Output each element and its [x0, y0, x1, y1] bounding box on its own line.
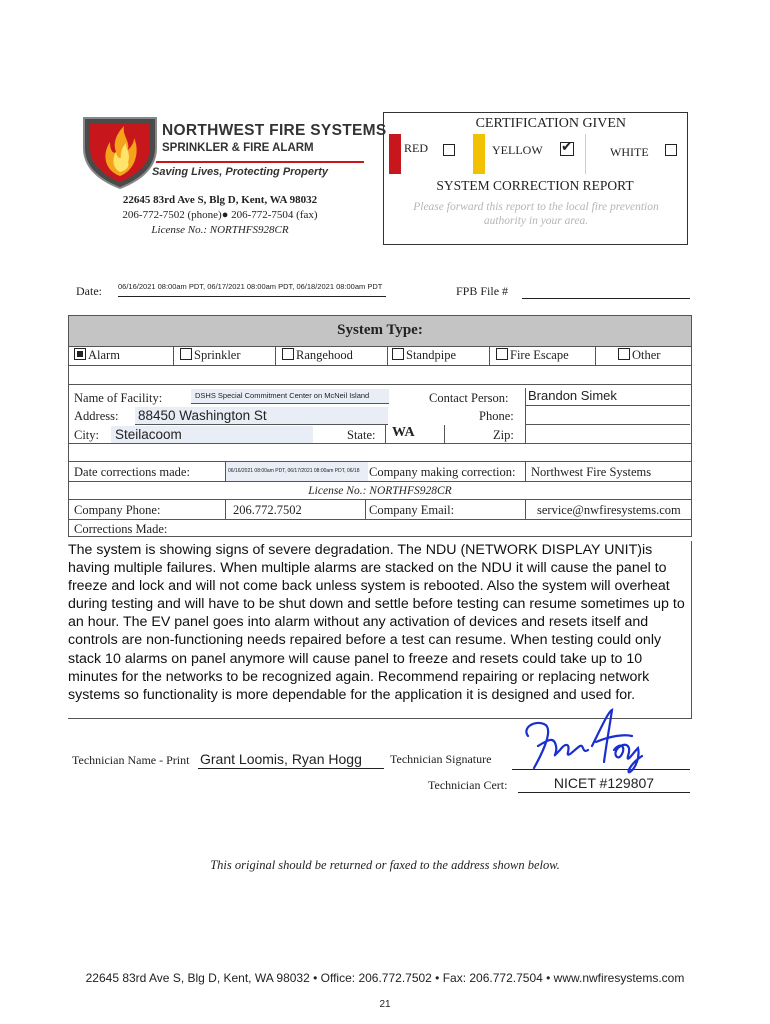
- flame-shield-icon: [80, 112, 160, 190]
- yellow-checkbox[interactable]: [560, 139, 574, 156]
- company-correction-label: Company making correction:: [369, 465, 516, 479]
- signature-image: [514, 706, 654, 778]
- address-field[interactable]: 88450 Washington St: [135, 407, 388, 425]
- company-phone-field[interactable]: 206.772.7502: [233, 503, 302, 517]
- divider: [387, 346, 388, 365]
- row-divider: [69, 499, 691, 500]
- system-option-rangehood[interactable]: Rangehood: [282, 348, 353, 363]
- system-type-row: [69, 346, 691, 366]
- white-checkbox[interactable]: [665, 144, 677, 156]
- checkbox-icon: [282, 348, 294, 360]
- report-note: Please forward this report to the local fire prevention authority in your area.: [413, 201, 659, 227]
- contact-person-field[interactable]: Brandon Simek: [525, 388, 690, 406]
- col-divider: [365, 500, 366, 519]
- company-email-field[interactable]: service@nwfiresystems.com: [537, 503, 681, 517]
- company-logo: [80, 108, 387, 192]
- check-mark-icon: ✔: [561, 139, 573, 155]
- divider: [595, 346, 596, 365]
- divider: [275, 346, 276, 365]
- facility-name-field[interactable]: DSHS Special Commitment Center on McNeil Island: [191, 389, 389, 404]
- return-note: This original should be returned or faxed to the address shown below.: [210, 858, 560, 872]
- yellow-swatch: [473, 134, 485, 174]
- company-phone-label: Company Phone:: [74, 503, 161, 517]
- row-divider: [69, 461, 691, 462]
- checkbox-icon: [180, 348, 192, 360]
- checkbox-icon: [392, 348, 404, 360]
- company-phone-fax: 206-772-7502 (phone)● 206-772-7504 (fax): [122, 209, 318, 221]
- technician-cert-field[interactable]: NICET #129807: [518, 775, 690, 793]
- certification-box: [383, 112, 688, 245]
- state-field[interactable]: WA: [385, 425, 445, 443]
- correction-date-field[interactable]: 06/16/2021 08:00am PDT, 06/17/2021 08:00am PDT, 06/18: [225, 462, 368, 481]
- spacer-row: [69, 365, 691, 385]
- certification-title: CERTIFICATION GIVEN: [475, 116, 626, 131]
- col-divider: [525, 500, 526, 519]
- company-address: 22645 83rd Ave S, Blg D, Kent, WA 98032: [122, 194, 318, 206]
- city-label: City:: [74, 428, 100, 442]
- system-type-title: System Type:: [337, 322, 423, 338]
- corrections-body[interactable]: The system is showing signs of severe degradation. The NDU (NETWORK DISPLAY UNIT)is having multiple failures. When multiple alarms are stacked on the NDU it will cause the panel to freeze and lock and will not come back unless system is rebooted. Also the system will overheat during testing and will have to be shut down and settle before testing can resume sometimes up to an hour. The EV panel goes into alarm without any activation of devices and resets itself and controls are non-functioning needs repaired before a test can resume. When testing could only stack 10 alarms on panel anymore will cause panel to freeze and resets could take up to 10 minutes for the networks to be recognized again. Recommend repairing or replacing network systems so functionality is more dependable for the application it is designed and used for.: [68, 541, 692, 719]
- white-swatch: [585, 134, 608, 174]
- system-option-alarm[interactable]: Alarm: [74, 348, 120, 363]
- zip-field[interactable]: [525, 425, 692, 443]
- checkbox-icon: [496, 348, 508, 360]
- system-option-fire-escape[interactable]: Fire Escape: [496, 348, 569, 363]
- technician-signature-label: Technician Signature: [390, 752, 492, 766]
- red-label: RED: [404, 141, 428, 155]
- row-divider: [69, 443, 691, 444]
- row-divider: [69, 481, 691, 482]
- company-subtitle: SPRINKLER & FIRE ALARM: [162, 142, 314, 154]
- address-label: Address:: [74, 409, 119, 423]
- company-correction-field[interactable]: Northwest Fire Systems: [531, 465, 652, 479]
- company-tagline: Saving Lives, Protecting Property: [152, 166, 329, 178]
- phone-field[interactable]: [525, 406, 690, 425]
- contact-person-label: Contact Person:: [429, 391, 509, 405]
- col-divider: [225, 500, 226, 519]
- divider: [489, 346, 490, 365]
- company-name: NORTHWEST FIRE SYSTEMS: [162, 122, 387, 139]
- technician-name-label: Technician Name - Print: [72, 753, 190, 767]
- fpb-file-field[interactable]: [522, 284, 690, 299]
- yellow-label: YELLOW: [492, 143, 543, 157]
- col-divider: [525, 462, 526, 481]
- date-field[interactable]: 06/16/2021 08:00am PDT, 06/17/2021 08:00am PDT, 06/18/2021 08:00am PDT: [118, 282, 386, 297]
- logo-divider: [156, 161, 364, 163]
- fpb-file-label: FPB File #: [456, 284, 509, 298]
- date-label: Date:: [76, 284, 102, 298]
- company-email-label: Company Email:: [369, 503, 455, 517]
- state-label: State:: [347, 428, 376, 442]
- technician-cert-label: Technician Cert:: [428, 778, 508, 792]
- correction-license: License No.: NORTHFS928CR: [308, 485, 452, 497]
- correction-date-label: Date corrections made:: [74, 465, 190, 479]
- company-license: License No.: NORTHFS928CR: [151, 224, 289, 236]
- page-number: 21: [379, 999, 391, 1010]
- red-swatch: [389, 134, 401, 174]
- footer-address: 22645 83rd Ave S, Blg D, Kent, WA 98032 • Office: 206.772.7502 • Fax: 206.772.7504 • www.nwfiresystems.com: [85, 971, 685, 985]
- row-divider: [69, 519, 691, 520]
- zip-label: Zip:: [493, 428, 514, 442]
- report-title: SYSTEM CORRECTION REPORT: [436, 178, 634, 193]
- facility-name-label: Name of Facility:: [74, 391, 163, 405]
- system-option-other[interactable]: Other: [618, 348, 660, 363]
- form-table: [68, 315, 692, 537]
- phone-label: Phone:: [479, 409, 514, 423]
- white-label: WHITE: [610, 145, 649, 159]
- technician-name-field[interactable]: Grant Loomis, Ryan Hogg: [198, 751, 384, 769]
- checkbox-checked-icon: [74, 348, 86, 360]
- red-checkbox[interactable]: [443, 144, 455, 156]
- system-option-sprinkler[interactable]: Sprinkler: [180, 348, 241, 363]
- corrections-made-label: Corrections Made:: [74, 522, 168, 536]
- system-option-standpipe[interactable]: Standpipe: [392, 348, 456, 363]
- checkbox-icon: [618, 348, 630, 360]
- divider: [173, 346, 174, 365]
- city-field[interactable]: Steilacoom: [111, 426, 313, 443]
